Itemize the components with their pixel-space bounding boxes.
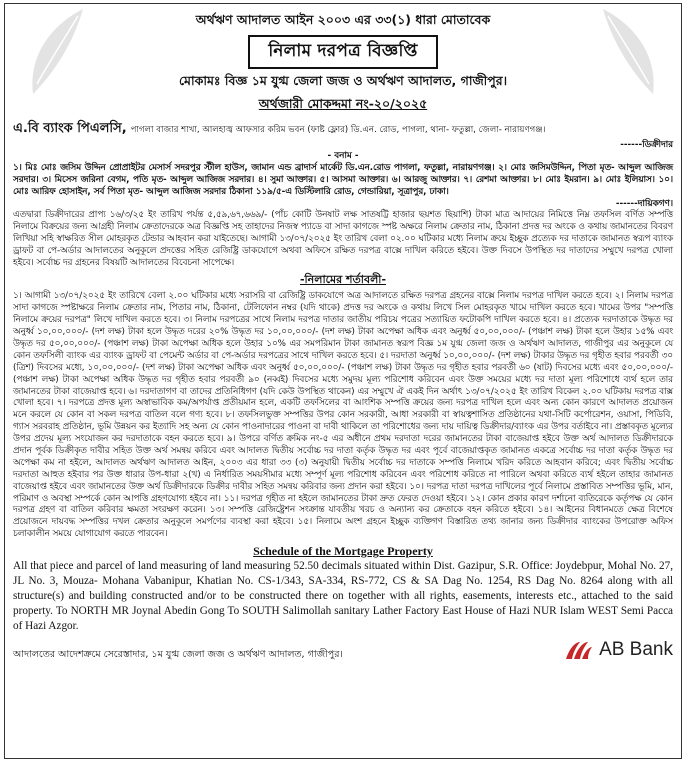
schedule-text: All that piece and parcel of land measuring of land measuring 52.50 decimals situated within Dist. Gazipur, S.R. Office: Joydebpur, Mohal No. 27, JL No. 3, Mouza- Mohana Vabanipur, Khatian No. CS-1/343, SA-334, RS-772, CS & SA Dag No. 1254, RS Dag No. 8264 along with all structure(s) and building constructed and/or to be constructed there on together with all rights, easements, interests etc., attached to the said property. To NORTH MR Joynal Abedin Gong To SOUTH Salimollah sanitary Lather Factory East House of Hazi NUR Islam WEST Semi Pacca of Hazi Azgor.: [13, 560, 673, 632]
creditor-bank-name: এ.বি ব্যাংক পিএলসি,: [13, 121, 127, 136]
leaf-watermark-icon: [23, 4, 93, 99]
auction-notice: [4, 3, 682, 759]
intro-paragraph: এতদ্বারা ডিক্রীদারের প্রাপ্য ১৬/৩/২৫ ইং তারিখ পর্যন্ত ৫,৫৯,৬৭,৬৬৯/- (পাঁচ কোটি উনষাট লক্ষ সাতষট্টি হাজার ছয়শত ছিয়াশি) টাকা মাত্র আদায়ের নিমিত্তে নিম্ন তফসিল বর্ণিত সম্পত্তি নিলামে বিক্রয়ের জন্য আগ্রহী নিলাম ক্রেতাদেরকে অত্র বিজ্ঞপ্তি সহ তাহাদের নিজস্ব প্যাডে বা সাদা কাগজে স্পষ্ট অক্ষরে নিলাম ক্রেতার নাম, ঠিকানা প্রদত্ত দর অংকে ও কথায় জামানতের বিবরণ লিখিয়া সহি স্বাক্ষরিত সীল মোহরকৃত টেন্ডার আহবান করা যাইতেছে। আগামী ১৩/০৭/২০২৫ ইং তারিখ বেলা ০২.০০ ঘটিকার মধ্যে নিলাম ক্রয়ে ইচ্ছুক প্রত্যেক দর দাতাকে জামানত স্বরূপ ব্যাংক ড্রাফট বা পে-অর্ডার আদালতের অনুকূলে প্রদত্তের সহিত রেজিষ্ট্রি ডাকযোগে অথবা অফিসে রক্ষিত দরপত্র বাক্সে দাখিল করিতে হইবে। উক্ত দিবসে উপস্থিত দর দাতাদের সম্মুখে দরপত্র খোলা হইবে। সর্বোচ্চ দর গ্রহনের বিষয়টি আদালতের বিবেচনা সাপেক্ষে।: [13, 209, 673, 268]
conditions-text: ১। আগামী ১৩/০৭/২০২৫ ইং তারিখে বেলা ২.০০ ঘটিকার মধ্যে সরাসরি বা রেজিষ্ট্রি ডাকযোগে অত্র আদালতে রক্ষিত দরপত্র গ্রহনের বাক্সে নিলাম দরপত্র দাখিল করতে হবে। ২। নিলাম দরপত্র সাদা কাগজে স্পষ্টাক্ষরে নিলাম ক্রেতার নাম, পিতার নাম, ঠিকানা, টেলিফোন নম্বর (যদি থাকে) প্রদত্ত দর অংকে ও কথায় লিখে সিল মোহরকৃত খামে দাখিল করতে হবে। খামের উপর "সম্পত্তি নিলামে ক্রয়ের দরপত্র" লিখে দাখিল করতে হবে। ৩। নিলাম দরপত্রের সাথে নিলাম দরপত্র দাতার জাতীয় পরিচয় পত্রের সত্যায়িত ফটোকপি দাখিল করতে হবে। ৪। প্রত্যেক দরদাতাকে উদ্ধৃত দর অনুর্ধ্ব ১০,০০,০০০/- (দশ লক্ষ) টাকা হলে উদ্ধৃত দরের ২০% উদ্ধৃত দর ১০,০০,০০০/- (দশ লক্ষ) টাকা অপেক্ষা অধিক এবং অনুর্ধ্ব ৫০,০০,০০০/- (পঞ্চাশ লক্ষ) টাকা হলে উহার ১৫% এবং উদ্ধৃত দর ৫০,০০,০০০/- (পঞ্চাশ লক্ষ) টাকা অপেক্ষা অধিক হলে উহার ১০% এর সমপরিমান টাকা জামানত স্বরূপ বিজ্ঞ ১ম যুগ্ম জেলা জজ ও অর্থঋণ আদালত, গাজীপুর এর অনুকূলে যে কোন তফসিলী ব্যাংক এর ব্যাংক ড্রাফট বা পেমেন্ট অর্ডার বা পে-অর্ডার দরপত্রের সাথে দাখিল করতে হবে। ৫। দরদাতা অনুর্ধ্ব ১০,০০,০০০/- (দশ লক্ষ) টাকার উদ্ধৃত দর গৃহীত হবার পরবর্তী ৩০ (ত্রিশ) দিবসের মধ্যে, ১০,০০,০০০/- (দশ লক্ষ) টাকা অপেক্ষা অধিক এবং অনুর্ধ্ব ৫০,০০,০০০/- (পঞ্চাশ লক্ষ) টাকা উদ্ধৃত দর গৃহীত হবার পরবর্তী ৬০ (ষাট) দিবসের মধ্যে এবং ৫০,০০,০০০/- (পঞ্চাশ লক্ষ) টাকা অপেক্ষা অধিক উদ্ধৃত দর গৃহীত হবার পরবর্তী ৯০ (নব্বই) দিবসের মধ্যে সমুদয় মূল্য পরিশোধ করিবেন এবং উক্ত সময়ের মধ্যে দর দাতা মূল্য পরিশোধে ব্যর্থ হলে তার জামানতের টাকা বাজেয়াপ্ত হবে। ৬। দরদাতাগণ বা তাদের প্রতিনিধিগণ (যদি কেউ উপস্থিত থাকেন) এর সম্মুখে ঐ একই দিন অর্থাৎ ১৩/০৭/২০২৫ ইং তারিখ বিকেল ২.০০ ঘটিকায় দরপত্র বাক্স খোলা হবে। ৭। দরপত্রে প্রদত্ত মূল্য অস্বাভাবিক কম/অপর্যাপ্ত প্রতীয়মান হলে, একটি তফসিলের বা আংশিক সম্পত্তি ক্রয়ের জন্য দরপত্র দাখিল হলে এবং অন্য কোন কারণে আদালত প্রয়োজন মনে করলে যে কোন বা সকল দরপত্র বাতিল বলে গণ্য হবে। ৮। তফসিলভুক্ত সম্পত্তির উপর কোন সরকারী, আধা সরকারী বা স্বায়ত্বশাসিত প্রতিষ্ঠানের যথা-সিটি কর্পোরেশন, ওয়াসা, পিডিবি, গ্যাস সরবরাহ প্রতিষ্ঠান, ভূমি উন্নয়ন কর ইত্যাদি সহ অন্য যে কোন পাওনাদারের পাওনা বা দাবী থাকিলে তা পরিশোধের জন্য দায় দায়িত্ব ডিক্রীদার/ব্যাংক এর উপর বর্তাইবে না। প্রস্তাবকৃত মূল্যের উপর প্রদেয় মূল্য সংযোজন কর দরদাতাকে বহন করতে হবে। ৯। উপরে বর্ণিত ক্রমিক নং-৫ এর অধীনে প্রথম দরদাতা দরের জামানতের টাকা বাজেয়াপ্ত হইবে উক্ত অর্থ আদালত ডিক্রীদারকে প্রদান পূর্বক ডিক্রীকৃত দাবীর সহিত উক্ত অর্থ সমন্বয় করিবে এবং আদালত দ্বিতীয় সর্বোচ্চ দর দাতা কর্তৃক উদ্ধৃত দর এবং পূর্বে বাজেয়াপ্তকৃত জামানত একত্রে সর্বোচ্চ দর দাতা কর্তৃক উদ্ধৃত দর অপেক্ষা কম না হইলে, আদালত অর্থঋণ আদালত আইন, ২০০৩ এর ধারা ৩৩ (৩) অনুযায়ী দ্বিতীয় সর্বোচ্চ দর দাতাকে সম্পত্তি নিলামে খরিদ করিতে আহবান করিবে; এবং দ্বিতীয় সর্বোচ্চ দরদাতা আহুত হইবার পর উক্ত ধারার উপ-ধারা ২(খ) এ নির্ধারিত সময়সীমার মধ্যে সম্পূর্ণ মূল্য পরিশোধ করিবেন এবং পরিশোধ করিতে না পারিলে অথবা করিতে ব্যর্থ হইলে তাহার জামানত বাজেয়াপ্ত হইবে এবং জামানতের উক্ত অর্থ ডিক্রীদারকে ডিক্রীর দাবীর সহিত সমন্বয় করিবার জন্য প্রদান করা হইবে। ১০। দরপত্র দাতা দরপত্র দাখিলের পূর্বে নিলামে প্রস্তাবিত সম্পত্তির ভূমি, মান, পরিমাণ ও অবস্থা সম্পর্কে কোন আপত্তি গ্রহণযোগ্য হইবে না। ১১। দরপত্র গৃহীত না হইলে জামানতের টাকা দ্রুত ফেরত দেওয়া হইবে। ১২। কোন প্রকার কারণ দর্শানো ব্যতিরেকে কর্তৃপক্ষ যে কোন দরপত্র গ্রহণ বা বাতিল করিবার ক্ষমতা সংরক্ষণ করেন। ১৩। সম্পত্তি রেজিষ্ট্রেশন সংক্রান্ত যাবতীয় খরচ ও অন্যান্য কর ক্রেতাকে বহন করিতে হইবে। ১৪। আইনের বিধানমতে ক্ষেত্র বিশেষে প্রয়োজনে দায়বদ্ধ সম্পত্তির দখল ক্রেতার অনুকূলে সমর্পণের ব্যবস্থা করা হইবে। ১৫। নিলামে অংশ গ্রহনে ইচ্ছুক ব্যক্তিগণ বিস্তারিত তথ্য জানার জন্য ডিক্রীদার ব্যাংকের উপরোক্ত অফিস চলাকালীন সময়ে যোগাযোগ করতে পারবেন।: [13, 291, 673, 540]
creditor-bank-address: পাগলা বাজার শাখা, আলহাজ্ব আফসার করিম ভবন (ফাষ্ট ফ্লোর) ডি.এন. রোড, পাগলা, থানা- ফতুল্লা, জেলা- নারায়ণগঞ্জ।: [130, 125, 546, 135]
footer: [13, 639, 673, 663]
ab-bank-logo-icon: [564, 639, 594, 661]
creditor-label: ------ডিক্রীদার: [620, 140, 673, 150]
versus-label: - বনাম -: [327, 151, 359, 162]
ab-bank-logo-text: AB Bank: [599, 638, 673, 660]
debtor-label: ------দায়িকগণ।: [615, 198, 673, 209]
notice-title: নিলাম দরপত্র বিজ্ঞপ্তি: [248, 35, 437, 69]
leaf-watermark-icon: [593, 4, 663, 99]
court-name: মোকামঃ বিজ্ঞ ১ম যুগ্ম জেলা জজ ও অর্থঋণ আদালত, গাজীপুর।: [178, 73, 508, 88]
law-reference: অর্থঋণ আদালত আইন ২০০৩ এর ৩৩(১) ধারা মোতাবেক: [195, 12, 491, 27]
ab-bank-logo: [564, 639, 673, 661]
debtors-list: ১। মিঃ মোঃ জসিম উদ্দিন প্রোপ্রাইটর মেসার্স সদরপুর স্টীল হাউস, জামান এন্ড ব্রাদার্স মার্কেট ডি.এন.রোড পাগলা, ফতুল্লা, নারায়ণগঞ্জ। ২। মোঃ জসিমউদ্দিন, পিতা মৃত- আব্দুল আজিজ সরদার। ৩। মিসেস জরিনা বেগম, পতি মৃত- আব্দুল আজিজ সরদার। ৪। সুমা আক্তার। ৫। আসমা আক্তার। ৬। আরজু আক্তার। ৭। রেশমা আক্তার। ৮। মোঃ ইমরান। ৯। মোঃ ইলিয়াস। ১০। মোঃ আরিফ হোসাইন, সর্ব পিতা মৃত- আব্দুল আজিজ সরদার ঠিকানা ১১৯/৫-এ ডিস্টিলারি রোড, গেন্ডারিয়া, সূত্রাপুর, ঢাকা।: [13, 162, 673, 197]
case-number: অর্থজারী মোকদ্দমা নং-২০/২০২৫: [258, 96, 428, 111]
conditions-heading: -নিলামের শর্তাবলী-: [299, 273, 387, 287]
schedule-heading: Schedule of the Mortgage Property: [253, 544, 433, 559]
order-signature: আদালতের আদেশক্রমে সেরেস্তাদার, ১ম যুগ্ম জেলা জজ ও অর্থঋণ আদালত, গাজীপুর।: [13, 648, 343, 660]
creditor-row: [13, 119, 673, 140]
